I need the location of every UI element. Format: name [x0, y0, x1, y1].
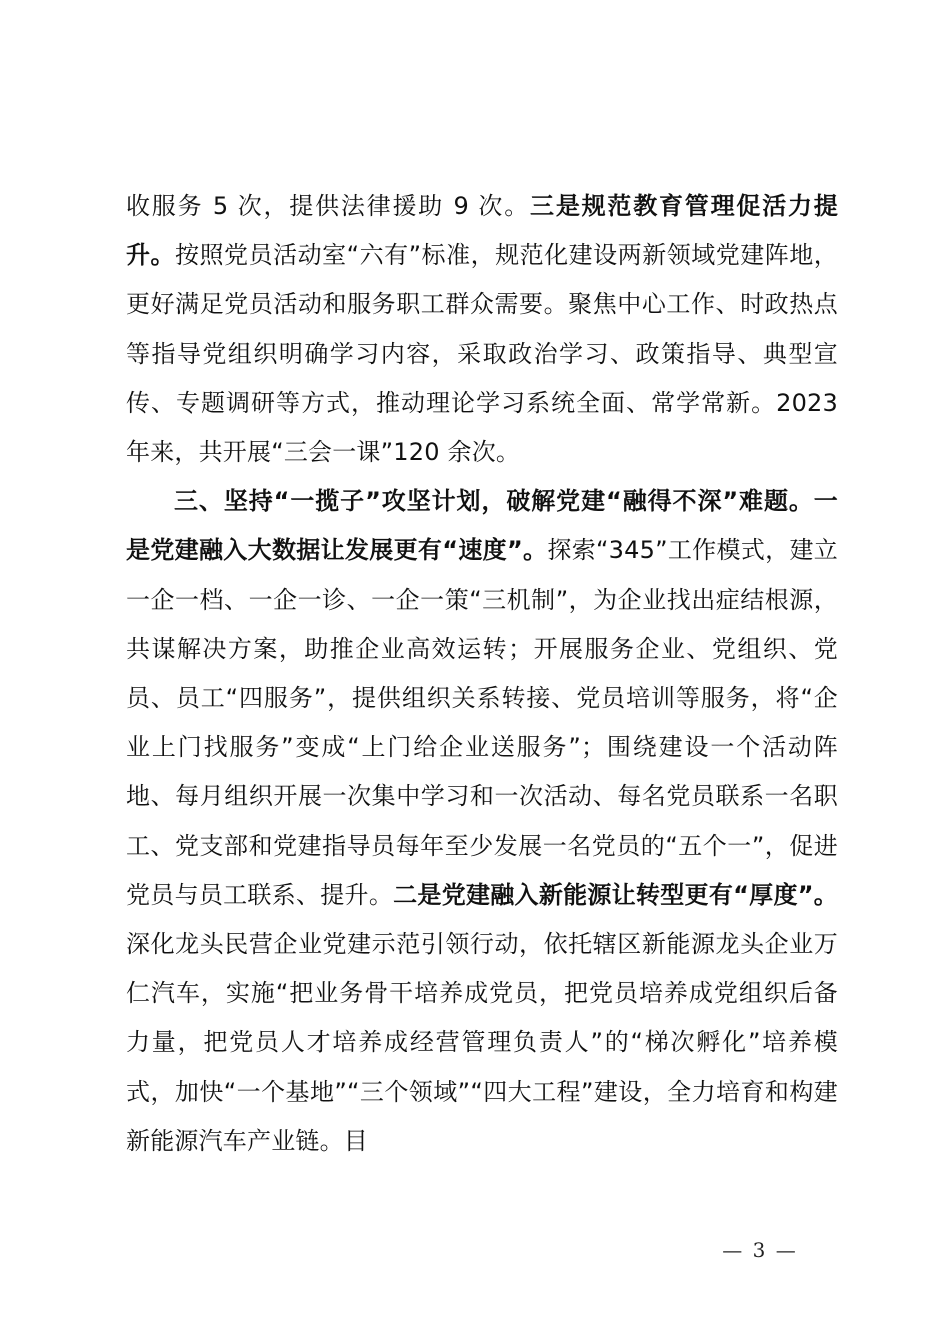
text-segment: 深化龙头民营企业党建示范引领行动，依托辖区新能源龙头企业万仁汽车，实施“把业务骨干培养成党员，把党员培养成党组织后备力量，把党员人才培养成经营管理负责人”的“梯次孵化”培养模式，加快“一个基地”“三个领域”“四大工程”建设，全力培育和构建新能源汽车产业链。目	[126, 930, 838, 1155]
text-segment: 探索“345”工作模式，建立一企一档、一企一诊、一企一策“三机制”，为企业找出症结根源，共谋解决方案，助推企业高效运转；开展服务企业、党组织、党员、员工“四服务”，提供组织关系转接、党员培训等服务，将“企业上门找服务”变成“上门给企业送服务”；围绕建设一个活动阵地、每月组织开展一次集中学习和一次活动、每名党员联系一名职工、党支部和党建指导员每年至少发展一名党员的“五个一”，促进党员与员工联系、提升。	[126, 536, 838, 909]
body-text	[126, 182, 838, 1166]
page-number: — 3 —	[722, 1238, 798, 1262]
text-segment: 收服务 5 次，提供法律援助 9 次。	[126, 192, 531, 220]
bold-heading-segment: 三是规范教育管理促活力提升。	[126, 192, 838, 270]
text-segment: 按照党员活动室“六有”标准，规范化建设两新领域党建阵地，更好满足党员活动和服务职工群众需要。聚焦中心工作、时政热点等指导党组织明确学习内容，采取政治学习、政策指导、典型宣传、专题调研等方式，推动理论学习系统全面、常学常新。2023 年来，共开展“三会一课”120 余次。	[126, 241, 838, 467]
paragraph-continuation	[126, 182, 838, 477]
section-heading: 三、坚持“一揽子”攻坚计划，破解党建“融得不深”难题。	[174, 487, 814, 516]
paragraph-section-three	[126, 477, 838, 1166]
bold-heading-segment: 二是党建融入新能源让转型更有“厚度”。	[393, 880, 838, 909]
bold-heading-segment: 一是党建融入大数据让发展更有“速度”。	[126, 487, 838, 565]
